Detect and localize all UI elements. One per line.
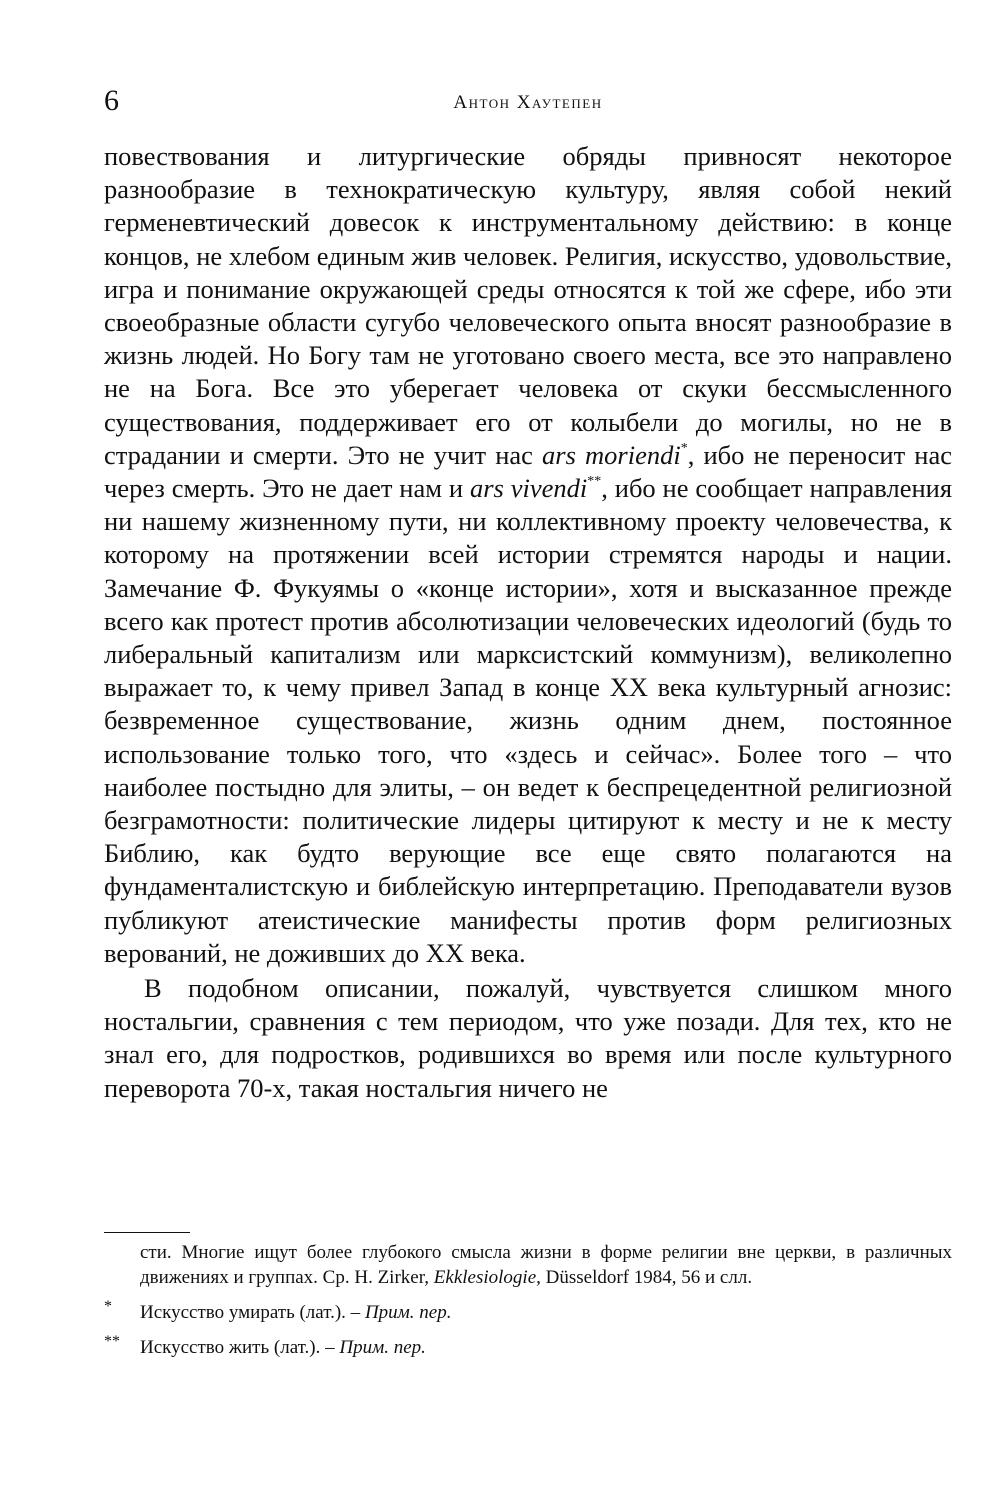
paragraph-2: В подобном описании, пожалуй, чувствуется слишком много ностальгии, сравнения с тем периодом, что уже позади. Для тех, кто не знал его, для подростков, родившихся во время или после культурного переворота 70-х, такая ностальгия ничего не <box>104 973 952 1103</box>
running-head <box>104 84 952 124</box>
footnote-continuation-text-b: Düsseldorf 1984, 56 и слл. <box>540 1267 753 1288</box>
latin-phrase-ars-vivendi: ars vivendi <box>469 473 588 504</box>
footnote-continuation <box>140 1240 952 1290</box>
page-number: 6 <box>104 84 119 117</box>
footnote-1-mark: * <box>104 1298 112 1315</box>
paragraph-1 <box>104 140 952 970</box>
paragraph-1-text-c: , ибо не сообщает направления ни нашему жизненному пути, ни коллективному проекту человечества, к которому на протяжении всей истории стремятся народы и нации. Замечание Ф. Фукуямы о «конце истории», хотя и высказанное прежде всего как протест против абсолютизации человеческих идеологий (будь то либеральный капитализм или марксистский коммунизм), великолепно выражает то, к чему привел Запад в конце XX века культурный агнозис: безвременное существование, жизнь одним днем, постоянное использование только того, что «здесь и сейчас». Более того – что наиболее постыдно для элиты, – он ведет к беспрецедентной религиозной безграмотности: политические лидеры цитируют к месту и не к месту Библию, как будто верующие все еще свято полагаются на фундаменталистскую и библейскую интерпретацию. Преподаватели вузов публикуют атеистические манифесты против форм религиозных верований, не доживших до XX века. <box>104 473 953 968</box>
footnote-ref-2: ** <box>587 474 602 490</box>
footnote-1-text: Искусство умирать (лат.). – <box>140 1302 365 1323</box>
footnote-rule <box>104 1232 190 1233</box>
running-title: Антон Хаутепен <box>453 92 603 113</box>
footnote-2-translator-note: Прим. пер. <box>339 1337 426 1358</box>
footnote-continuation-text-a: сти. Многие ищут более глубокого смысла жизни в форме религии вне церкви, в различных движениях и группах. Ср. H. Zirker, <box>140 1242 952 1288</box>
footnote-book-title: Ekklesiologie, <box>433 1267 541 1288</box>
main-text <box>104 140 952 1105</box>
footnotes <box>104 1240 952 1360</box>
footnote-ref-1: * <box>680 440 688 456</box>
footnote-2 <box>104 1335 952 1360</box>
footnote-2-text: Искусство жить (лат.). – <box>140 1337 340 1358</box>
paragraph-1-text-a: повествования и литургические обряды привносят некоторое разнообразие в технократическую культуру, являя собой некий герменевтический довесок к инструментальному действию: в конце концов, не хлебом единым жив человек. Религия, искусство, удовольствие, игра и понимание окружающей среды относятся к той же сфере, ибо эти своеобразные области сугубо человеческого опыта вносят разнообразие в жизнь людей. Но Богу там не уготовано своего места, все это направлено не на Бога. Все это уберегает человека от скуки бессмысленного существования, поддерживает его от колыбели до могилы, но не в страдании и смерти. Это не учит нас <box>104 141 952 470</box>
latin-phrase-ars-moriendi: ars moriendi <box>542 439 681 470</box>
footnote-2-mark: ** <box>104 1333 120 1350</box>
paragraph-1-text-b: , ибо не переносит нас через смерть. Это не дает нам и <box>104 439 952 504</box>
footnote-1 <box>104 1300 952 1325</box>
footnote-1-translator-note: Прим. пер. <box>364 1302 452 1323</box>
